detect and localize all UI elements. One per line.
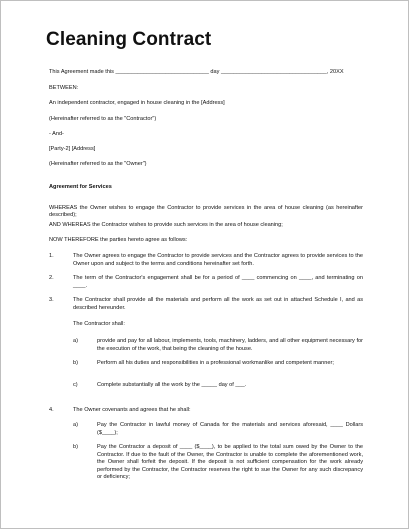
clause-text: The term of the Contractor's engagement shall be for a period of ____ commencing on ____, and terminating on ____. [73,275,363,289]
between-label: BETWEEN: [49,85,79,91]
clause-text: The Owner covenants and agrees that he shall: [73,407,191,413]
agreement-date-line: This Agreement made this ______________________________ day __________________________________, 20XX [49,69,344,75]
sub-item-label: a) [73,422,78,428]
clause-number: 4. [49,407,54,413]
sub-item-text: Pay the Contractor a deposit of ____ ($____), to be applied to the total sum owed by the Owner to the Contractor. If due to the fault of the Owner, the Contractor is unable to complete the aforementioned work, the Owner shall forfeit the deposit. If the deposit is not sufficient compensation for the work already performed by the Contractor, the Contractor reserves the right to sue the Owner for any such discrepancy or deficiency; [97,444,363,481]
contractor-party: An independent contractor, engaged in house cleaning in the [Address] [49,100,225,106]
contractor-shall-label: The Contractor shall: [73,321,125,327]
owner-reference: (Hereinafter referred to as the "Owner") [49,161,147,167]
contractor-reference: (Hereinafter referred to as the "Contractor") [49,116,157,122]
sub-item-label: b) [73,360,78,366]
now-therefore-paragraph: NOW THEREFORE the parties hereto agree as follows: [49,237,188,243]
sub-item-text: provide and pay for all labour, implements, tools, machinery, ladders, and all other equipment necessary for the execution of the work, that being the cleaning of the house. [97,338,363,352]
whereas-paragraph-2: AND WHEREAS the Contractor wishes to provide such services in the area of house cleaning; [49,222,283,228]
sub-item-text: Pay the Contractor in lawful money of Canada for the materials and services aforesaid, ____ Dollars ($____); [97,422,363,436]
section-heading: Agreement for Services [49,184,112,190]
document-title: Cleaning Contract [46,29,212,50]
and-separator: - And- [49,131,64,137]
clause-text: The Owner agrees to engage the Contractor to provide services and the Contractor agrees to provide services to the Owner upon and subject to the terms and conditions hereinafter set forth. [73,253,363,267]
sub-item-label: b) [73,444,78,450]
sub-item-label: c) [73,382,78,388]
sub-item-label: a) [73,338,78,344]
clause-number: 2. [49,275,54,281]
sub-item-text: Perform all his duties and responsibilities in a professional workmanlike and competent manner; [97,360,334,366]
whereas-paragraph-1: WHEREAS the Owner wishes to engage the Contractor to provide services in the area of house cleaning (as hereinafter described); [49,204,363,219]
clause-number: 1. [49,253,54,259]
sub-item-text: Complete substantially all the work by the _____ day of ___. [97,382,247,388]
owner-party: [Party-2] [Address] [49,146,96,152]
clause-text: The Contractor shall provide all the materials and perform all the work as set out in attached Schedule I, and as described hereunder. [73,297,363,311]
clause-number: 3. [49,297,54,303]
